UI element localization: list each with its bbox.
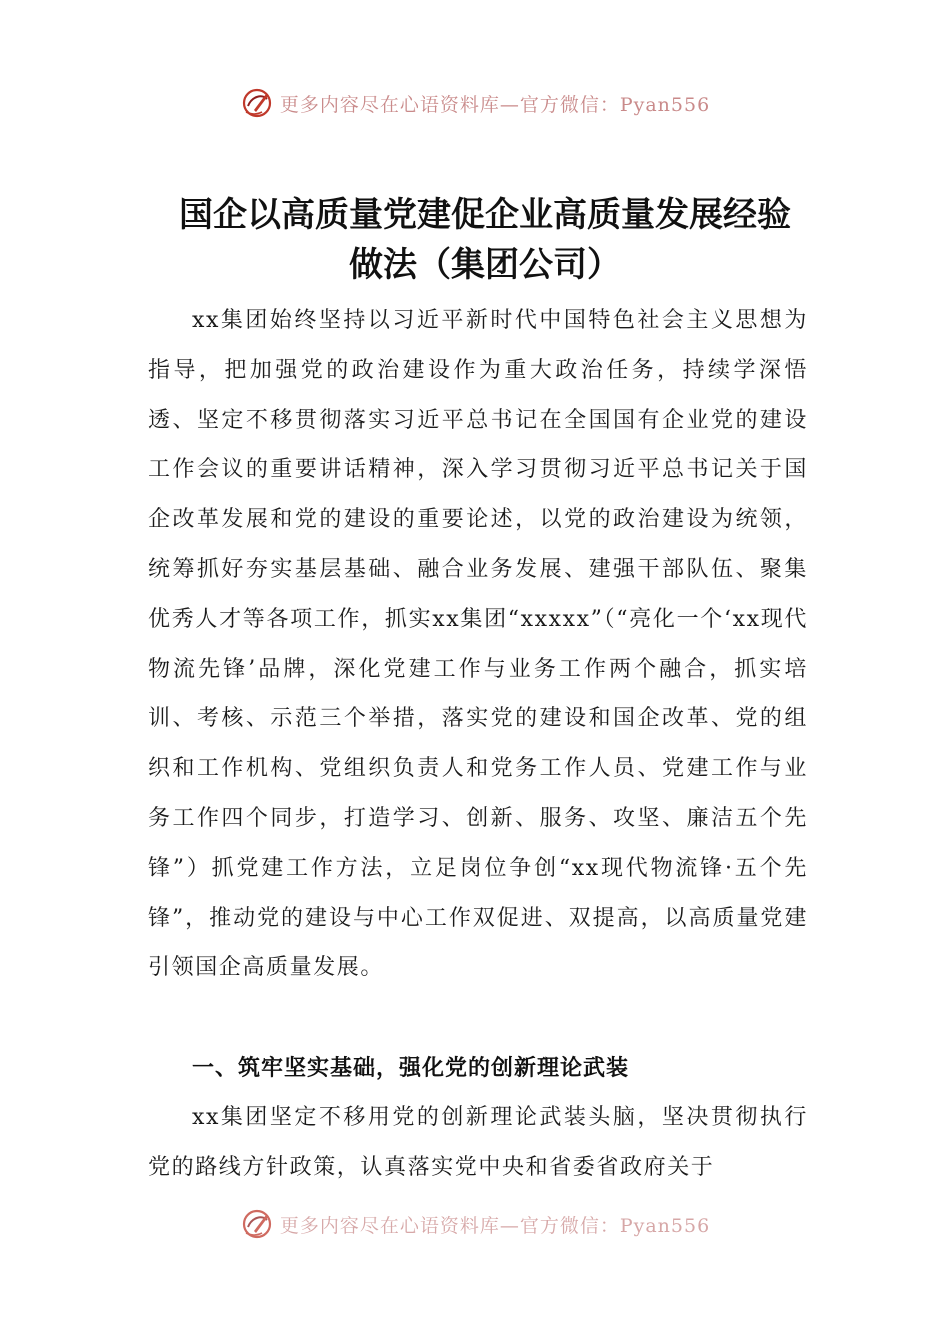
section-heading-1: 一、筑牢坚实基础，强化党的创新理论武装 — [192, 1056, 630, 1081]
title-line-1: 国企以高质量党建促企业高质量发展经验 — [179, 195, 791, 235]
banner-text: 更多内容尽在心语资料库—官方微信：Pyan556 — [279, 1214, 711, 1237]
header-banner[interactable] — [0, 83, 950, 123]
paragraph-2-container — [148, 1093, 808, 1193]
footer-banner[interactable] — [0, 1204, 950, 1244]
paragraph-1-container — [148, 296, 808, 993]
banner-text: 更多内容尽在心语资料库—官方微信：Pyan556 — [279, 93, 711, 116]
pen-logo-icon — [240, 1207, 274, 1241]
paragraph-1: xx集团始终坚持以习近平新时代中国特色社会主义思想为指导，把加强党的政治建设作为重大政治任务，持续学深悟透、坚定不移贯彻落实习近平总书记在全国国有企业党的建设工作会议的重要讲话精神，深入学习贯彻习近平总书记关于国企改革发展和党的建设的重要论述，以党的政治建设为统领，统筹抓好夯实基层基础、融合业务发展、建强干部队伍、聚集优秀人才等各项工作，抓实xx集团“xxxxx”（“亮化一个‘xx现代物流先锋’品牌，深化党建工作与业务工作两个融合，抓实培训、考核、示范三个举措，落实党的建设和国企改革、党的组织和工作机构、党组织负责人和党务工作人员、党建工作与业务工作四个同步，打造学习、创新、服务、攻坚、廉洁五个先锋”）抓党建工作方法，立足岗位争创“xx现代物流锋·五个先锋”，推动党的建设与中心工作双促进、双提高，以高质量党建引领国企高质量发展。 — [148, 308, 808, 981]
document-title — [120, 190, 850, 290]
paragraph-2: xx集团坚定不移用党的创新理论武装头脑，坚决贯彻执行党的路线方针政策，认真落实党中央和省委省政府关于 — [148, 1105, 808, 1180]
title-line-2: 做法（集团公司） — [349, 245, 621, 285]
pen-logo-icon — [240, 86, 274, 120]
